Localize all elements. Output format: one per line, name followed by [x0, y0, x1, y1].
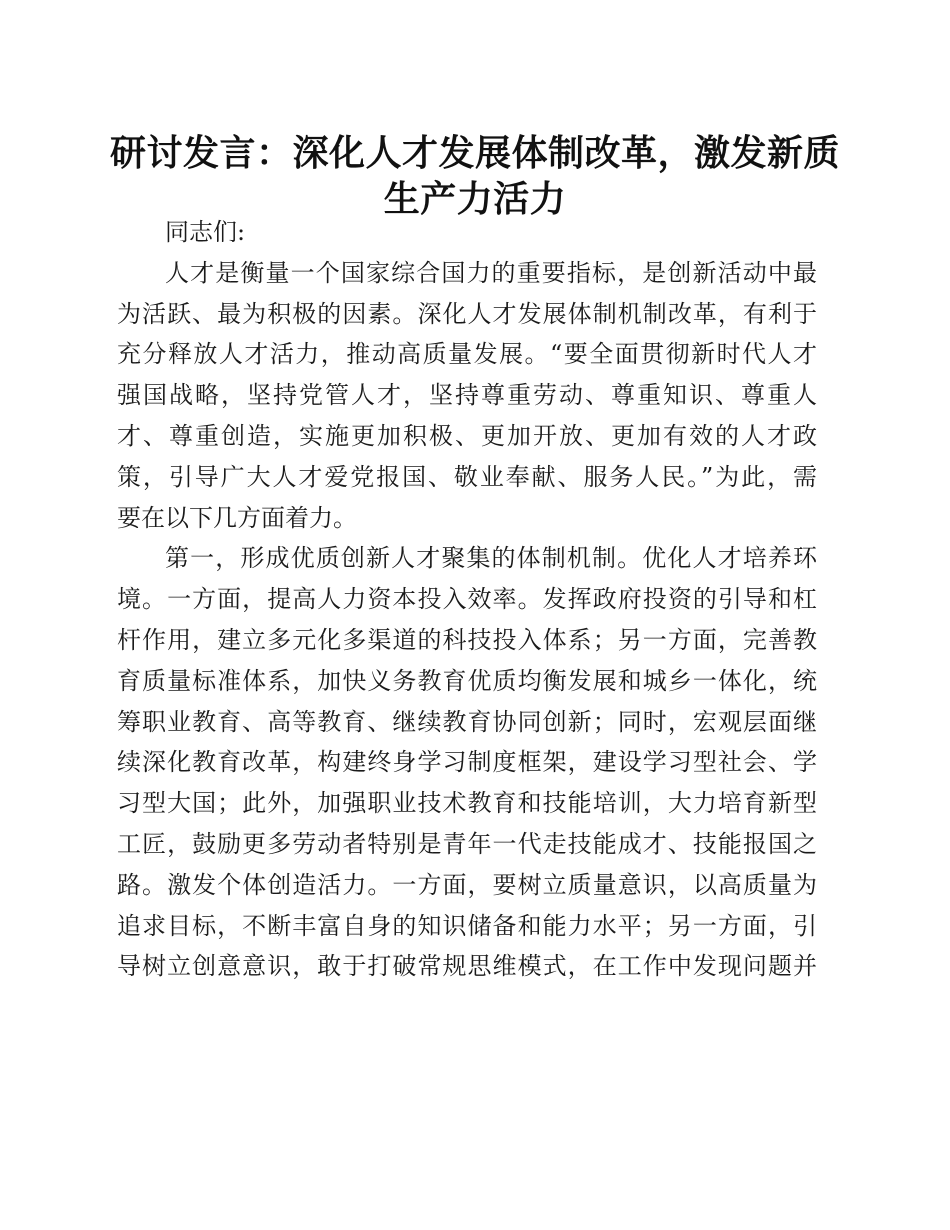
paragraph-line: 为活跃、最为积极的因素。深化人才发展体制机制改革，有利于 — [117, 299, 817, 328]
paragraph-line: 续深化教育改革，构建终身学习制度框架，建设学习型社会、学 — [117, 748, 817, 777]
paragraph-line: 人才是衡量一个国家综合国力的重要指标，是创新活动中最 — [165, 258, 817, 287]
paragraph-line: 第一，形成优质创新人才聚集的体制机制。优化人才培养环 — [165, 544, 817, 573]
paragraph-line: 追求目标，不断丰富自身的知识储备和能力水平；另一方面，引 — [117, 911, 817, 940]
document-title — [110, 130, 840, 222]
title-line: 生产力活力 — [383, 178, 567, 220]
paragraph-line: 路。激发个体创造活力。一方面，要树立质量意识，以高质量为 — [117, 870, 817, 899]
paragraph-1 — [117, 253, 817, 539]
paragraph-line: 要在以下几方面着力。 — [117, 503, 357, 532]
document-body — [117, 212, 817, 987]
paragraph-line: 工匠，鼓励更多劳动者特别是青年一代走技能成才、技能报国之 — [117, 829, 817, 858]
paragraph-line: 习型大国；此外，加强职业技术教育和技能培训，大力培育新型 — [117, 789, 817, 818]
paragraph-line: 筹职业教育、高等教育、继续教育协同创新；同时，宏观层面继 — [117, 707, 817, 736]
title-line: 研讨发言：深化人才发展体制改革，激发新质 — [110, 132, 841, 174]
paragraph-line: 才、尊重创造，实施更加积极、更加开放、更加有效的人才政 — [117, 421, 817, 450]
paragraph-2 — [117, 538, 817, 987]
paragraph-line: 强国战略，坚持党管人才，坚持尊重劳动、尊重知识、尊重人 — [117, 381, 817, 410]
paragraph-line: 充分释放人才活力，推动高质量发展。“要全面贯彻新时代人才 — [117, 340, 817, 369]
paragraph-line: 育质量标准体系，加快义务教育优质均衡发展和城乡一体化，统 — [117, 666, 817, 695]
paragraph-line: 境。一方面，提高人力资本投入效率。发挥政府投资的引导和杠 — [117, 585, 817, 614]
paragraph-line: 策，引导广大人才爱党报国、敬业奉献、服务人民。”为此，需 — [117, 462, 817, 491]
paragraph-line: 导树立创意意识，敢于打破常规思维模式，在工作中发现问题并 — [117, 952, 817, 981]
salutation: 同志们: — [165, 218, 246, 246]
paragraph-line: 杆作用，建立多元化多渠道的科技投入体系；另一方面，完善教 — [117, 625, 817, 654]
